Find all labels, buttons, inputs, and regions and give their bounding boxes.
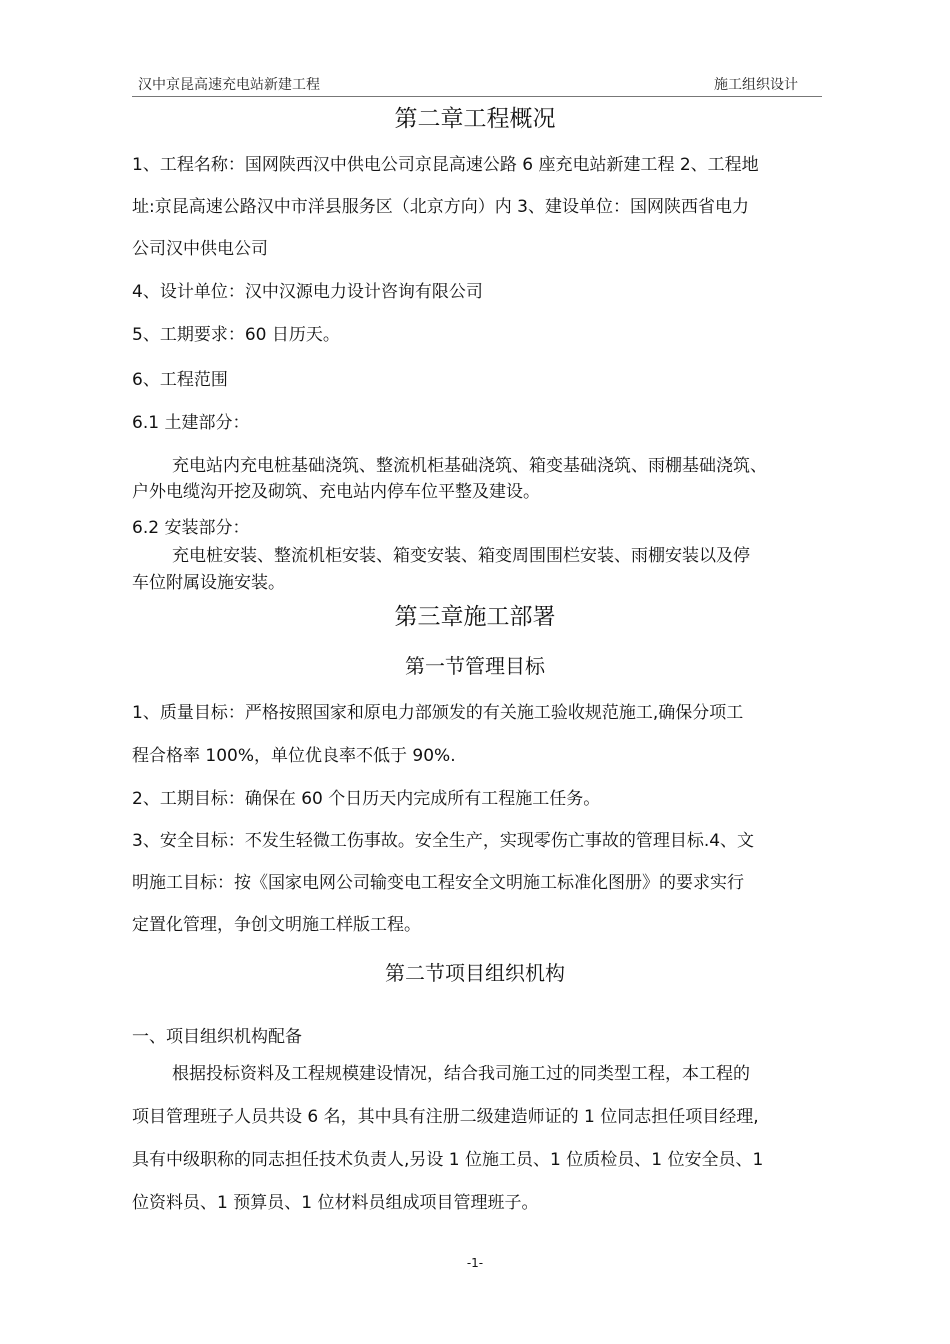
section-2-title: 第二节项目组织机构 (385, 961, 565, 985)
paragraph-line: 户外电缆沟开挖及砌筑、充电站内停车位平整及建设。 (132, 482, 540, 502)
subsection-heading: 6.2 安装部分： (132, 518, 250, 538)
paragraph-line: 公司汉中供电公司 (132, 239, 268, 259)
paragraph-line: 5、工期要求：60 日历天。 (132, 325, 340, 345)
paragraph-line: 2、工期目标：确保在 60 个日历天内完成所有工程施工任务。 (132, 789, 601, 809)
header-project-name: 汉中京昆高速充电站新建工程 (138, 77, 320, 93)
header-rule (132, 96, 822, 97)
page-number: -1- (466, 1256, 484, 1270)
paragraph-line: 位资料员、1 预算员、1 位材料员组成项目管理班子。 (132, 1193, 539, 1213)
paragraph-line: 具有中级职称的同志担任技术负责人,另设 1 位施工员、1 位质检员、1 位安全员、1 (132, 1150, 764, 1170)
paragraph-line: 6、工程范围 (132, 370, 228, 390)
paragraph-line: 车位附属设施安装。 (132, 573, 285, 593)
subsection-heading: 6.1 土建部分： (132, 413, 250, 433)
paragraph-line: 充电站内充电桩基础浇筑、整流机柜基础浇筑、箱变基础浇筑、雨棚基础浇筑、 (172, 456, 767, 476)
paragraph-line: 明施工目标：按《国家电网公司输变电工程安全文明施工标准化图册》的要求实行 (132, 873, 744, 893)
chapter-3-title: 第三章施工部署 (394, 604, 556, 630)
paragraph-line: 程合格率 100%，单位优良率不低于 90%. (132, 746, 456, 766)
chapter-2-title: 第二章工程概况 (394, 106, 556, 132)
section-1-title: 第一节管理目标 (405, 654, 545, 678)
paragraph-line: 3、安全目标：不发生轻微工伤事故。安全生产，实现零伤亡事故的管理目标.4、文 (132, 831, 755, 851)
paragraph-line: 充电桩安装、整流机柜安装、箱变安装、箱变周围围栏安装、雨棚安装以及停 (172, 546, 750, 566)
header-doc-type: 施工组织设计 (714, 77, 798, 93)
paragraph-line: 1、工程名称：国网陕西汉中供电公司京昆高速公路 6 座充电站新建工程 2、工程地 (132, 155, 759, 175)
subsection-heading: 一、项目组织机构配备 (132, 1027, 302, 1047)
paragraph-line: 1、质量目标：严格按照国家和原电力部颁发的有关施工验收规范施工,确保分项工 (132, 703, 744, 723)
paragraph-line: 根据投标资料及工程规模建设情况，结合我司施工过的同类型工程，本工程的 (172, 1064, 750, 1084)
paragraph-line: 项目管理班子人员共设 6 名，其中具有注册二级建造师证的 1 位同志担任项目经理, (132, 1107, 759, 1127)
paragraph-line: 4、设计单位：汉中汉源电力设计咨询有限公司 (132, 282, 483, 302)
paragraph-line: 址:京昆高速公路汉中市洋县服务区（北京方向）内 3、建设单位：国网陕西省电力 (132, 197, 749, 217)
paragraph-line: 定置化管理，争创文明施工样版工程。 (132, 915, 421, 935)
